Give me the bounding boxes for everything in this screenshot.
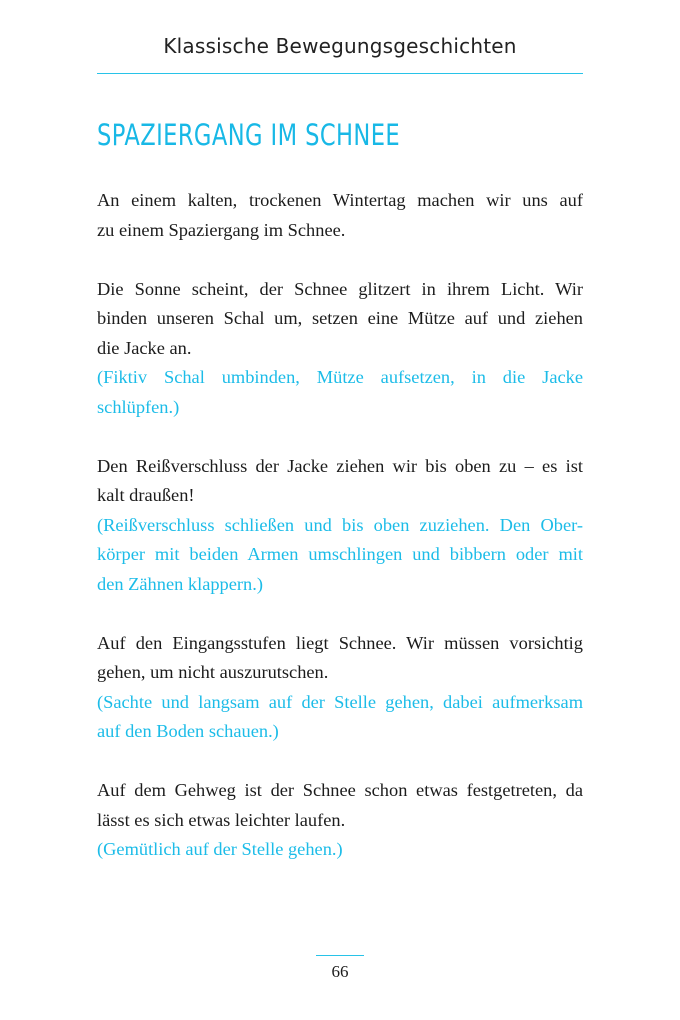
text-line: Auf dem Gehweg ist der Schnee schon etwas festgetreten, da (97, 780, 583, 800)
story-body (97, 186, 583, 894)
text-line: Die Sonne scheint, der Schnee glitzert in ihrem Licht. Wir (97, 278, 583, 299)
page-number: 66 (331, 962, 349, 981)
text-line: gehen, um nicht auszurutschen. (97, 662, 329, 682)
text-line: lässt es sich etwas leichter laufen. (97, 809, 346, 830)
instruction-line: (Fiktiv Schal umbinden, Mütze aufsetzen, in die Jacke (97, 367, 583, 387)
instruction-line: auf den Boden schauen.) (97, 721, 279, 741)
instruction-line: (Sachte und langsam auf der Stelle gehen, dabei aufmerksam (97, 691, 583, 712)
instruction-line: (Gemütlich auf der Stelle gehen.) (97, 839, 343, 859)
story-paragraph (97, 275, 583, 423)
text-line: Den Reißverschluss der Jacke ziehen wir bis oben zu – es ist (97, 455, 583, 476)
text-line: kalt draußen! (97, 485, 195, 505)
footer-rule (316, 955, 364, 956)
text-line: An einem kalten, trockenen Wintertag machen wir uns auf (97, 190, 583, 210)
chapter-title: SPAZIERGANG IM SCHNEE (97, 118, 401, 152)
story-paragraph (97, 629, 583, 747)
story-paragraph (97, 776, 583, 865)
text-line: die Jacke an. (97, 337, 192, 358)
running-header: Klassische Bewegungsgeschichten (163, 34, 517, 58)
text-line: zu einem Spaziergang im Schnee. (97, 219, 346, 240)
story-paragraph (97, 452, 583, 600)
instruction-line: schlüpfen.) (97, 396, 180, 417)
story-paragraph (97, 186, 583, 245)
text-line: Auf den Eingangsstufen liegt Schnee. Wir müssen vorsichtig (97, 632, 583, 653)
instruction-line: körper mit beiden Armen umschlingen und bibbern oder mit (97, 544, 583, 564)
text-line: binden unseren Schal um, setzen eine Mütze auf und ziehen (97, 308, 583, 328)
instruction-line: den Zähnen klappern.) (97, 573, 263, 594)
instruction-line: (Reißverschluss schließen und bis oben zuziehen. Den Ober- (97, 514, 583, 535)
header-rule (97, 73, 583, 74)
